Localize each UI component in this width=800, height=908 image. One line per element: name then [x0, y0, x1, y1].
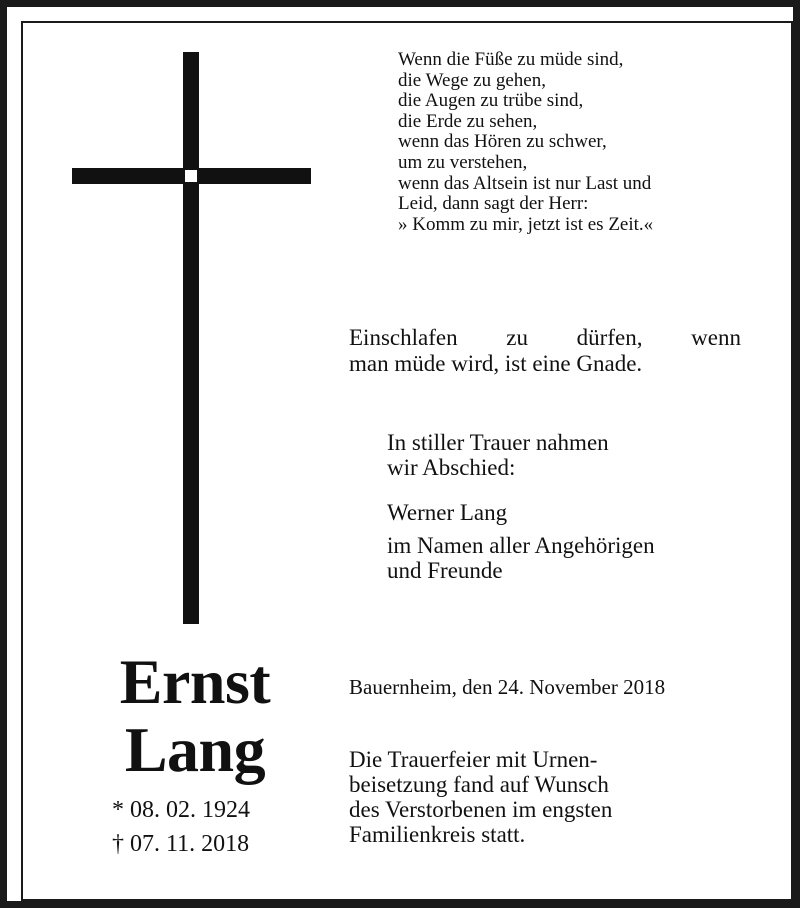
ceremony-line: Die Trauerfeier mit Urnen- — [349, 747, 598, 772]
quote-word: wenn — [691, 325, 741, 350]
life-dates — [112, 793, 312, 861]
quote-line-2: man müde wird, ist eine Gnade. — [349, 351, 643, 376]
poem-line: Wenn die Füße zu müde sind, — [398, 49, 624, 70]
cross-center-mark — [185, 170, 197, 182]
mourner-name: Werner Lang — [387, 500, 508, 525]
cross-vertical-beam — [183, 52, 199, 624]
poem-line: Leid, dann sagt der Herr: — [398, 193, 589, 215]
deceased-name — [80, 648, 310, 784]
poem-line: die Augen zu trübe sind, — [398, 90, 584, 112]
relatives-line: und Freunde — [387, 558, 503, 583]
spacer — [387, 480, 767, 500]
quote-word: dürfen, — [576, 325, 643, 350]
deceased-first-name: Ernst — [119, 646, 271, 717]
ceremony-line: des Verstorbenen im engsten — [349, 797, 613, 822]
birth-date: * 08. 02. 1924 — [112, 797, 250, 823]
deceased-last-name: Lang — [124, 714, 266, 785]
poem-line: die Erde zu sehen, — [398, 110, 538, 132]
place-and-date: Bauernheim, den 24. November 2018 — [349, 675, 666, 699]
poem-line: um zu verstehen, — [398, 151, 528, 173]
relatives-line: im Namen aller Angehörigen — [387, 533, 655, 558]
quote — [349, 325, 741, 377]
quote-line-1 — [349, 325, 741, 351]
mourning-intro-line: wir Abschied: — [387, 455, 516, 480]
spacer — [387, 525, 767, 533]
poem-line: wenn das Altsein ist nur Last und — [398, 172, 652, 194]
poem — [398, 50, 778, 235]
death-date: † 07. 11. 2018 — [112, 831, 250, 857]
ceremony-line: Familienkreis statt. — [349, 822, 526, 847]
quote-word: Einschlafen — [349, 325, 458, 350]
ceremony-notice — [349, 747, 749, 847]
poem-line: die Wege zu gehen, — [398, 69, 546, 91]
poem-line: wenn das Hören zu schwer, — [398, 131, 607, 153]
poem-line: » Komm zu mir, jetzt ist es Zeit.« — [398, 213, 654, 235]
mourning-notice — [387, 430, 767, 583]
mourning-intro-line: In stiller Trauer nahmen — [387, 430, 609, 455]
quote-word: zu — [506, 325, 528, 350]
ceremony-line: beisetzung fand auf Wunsch — [349, 772, 609, 797]
